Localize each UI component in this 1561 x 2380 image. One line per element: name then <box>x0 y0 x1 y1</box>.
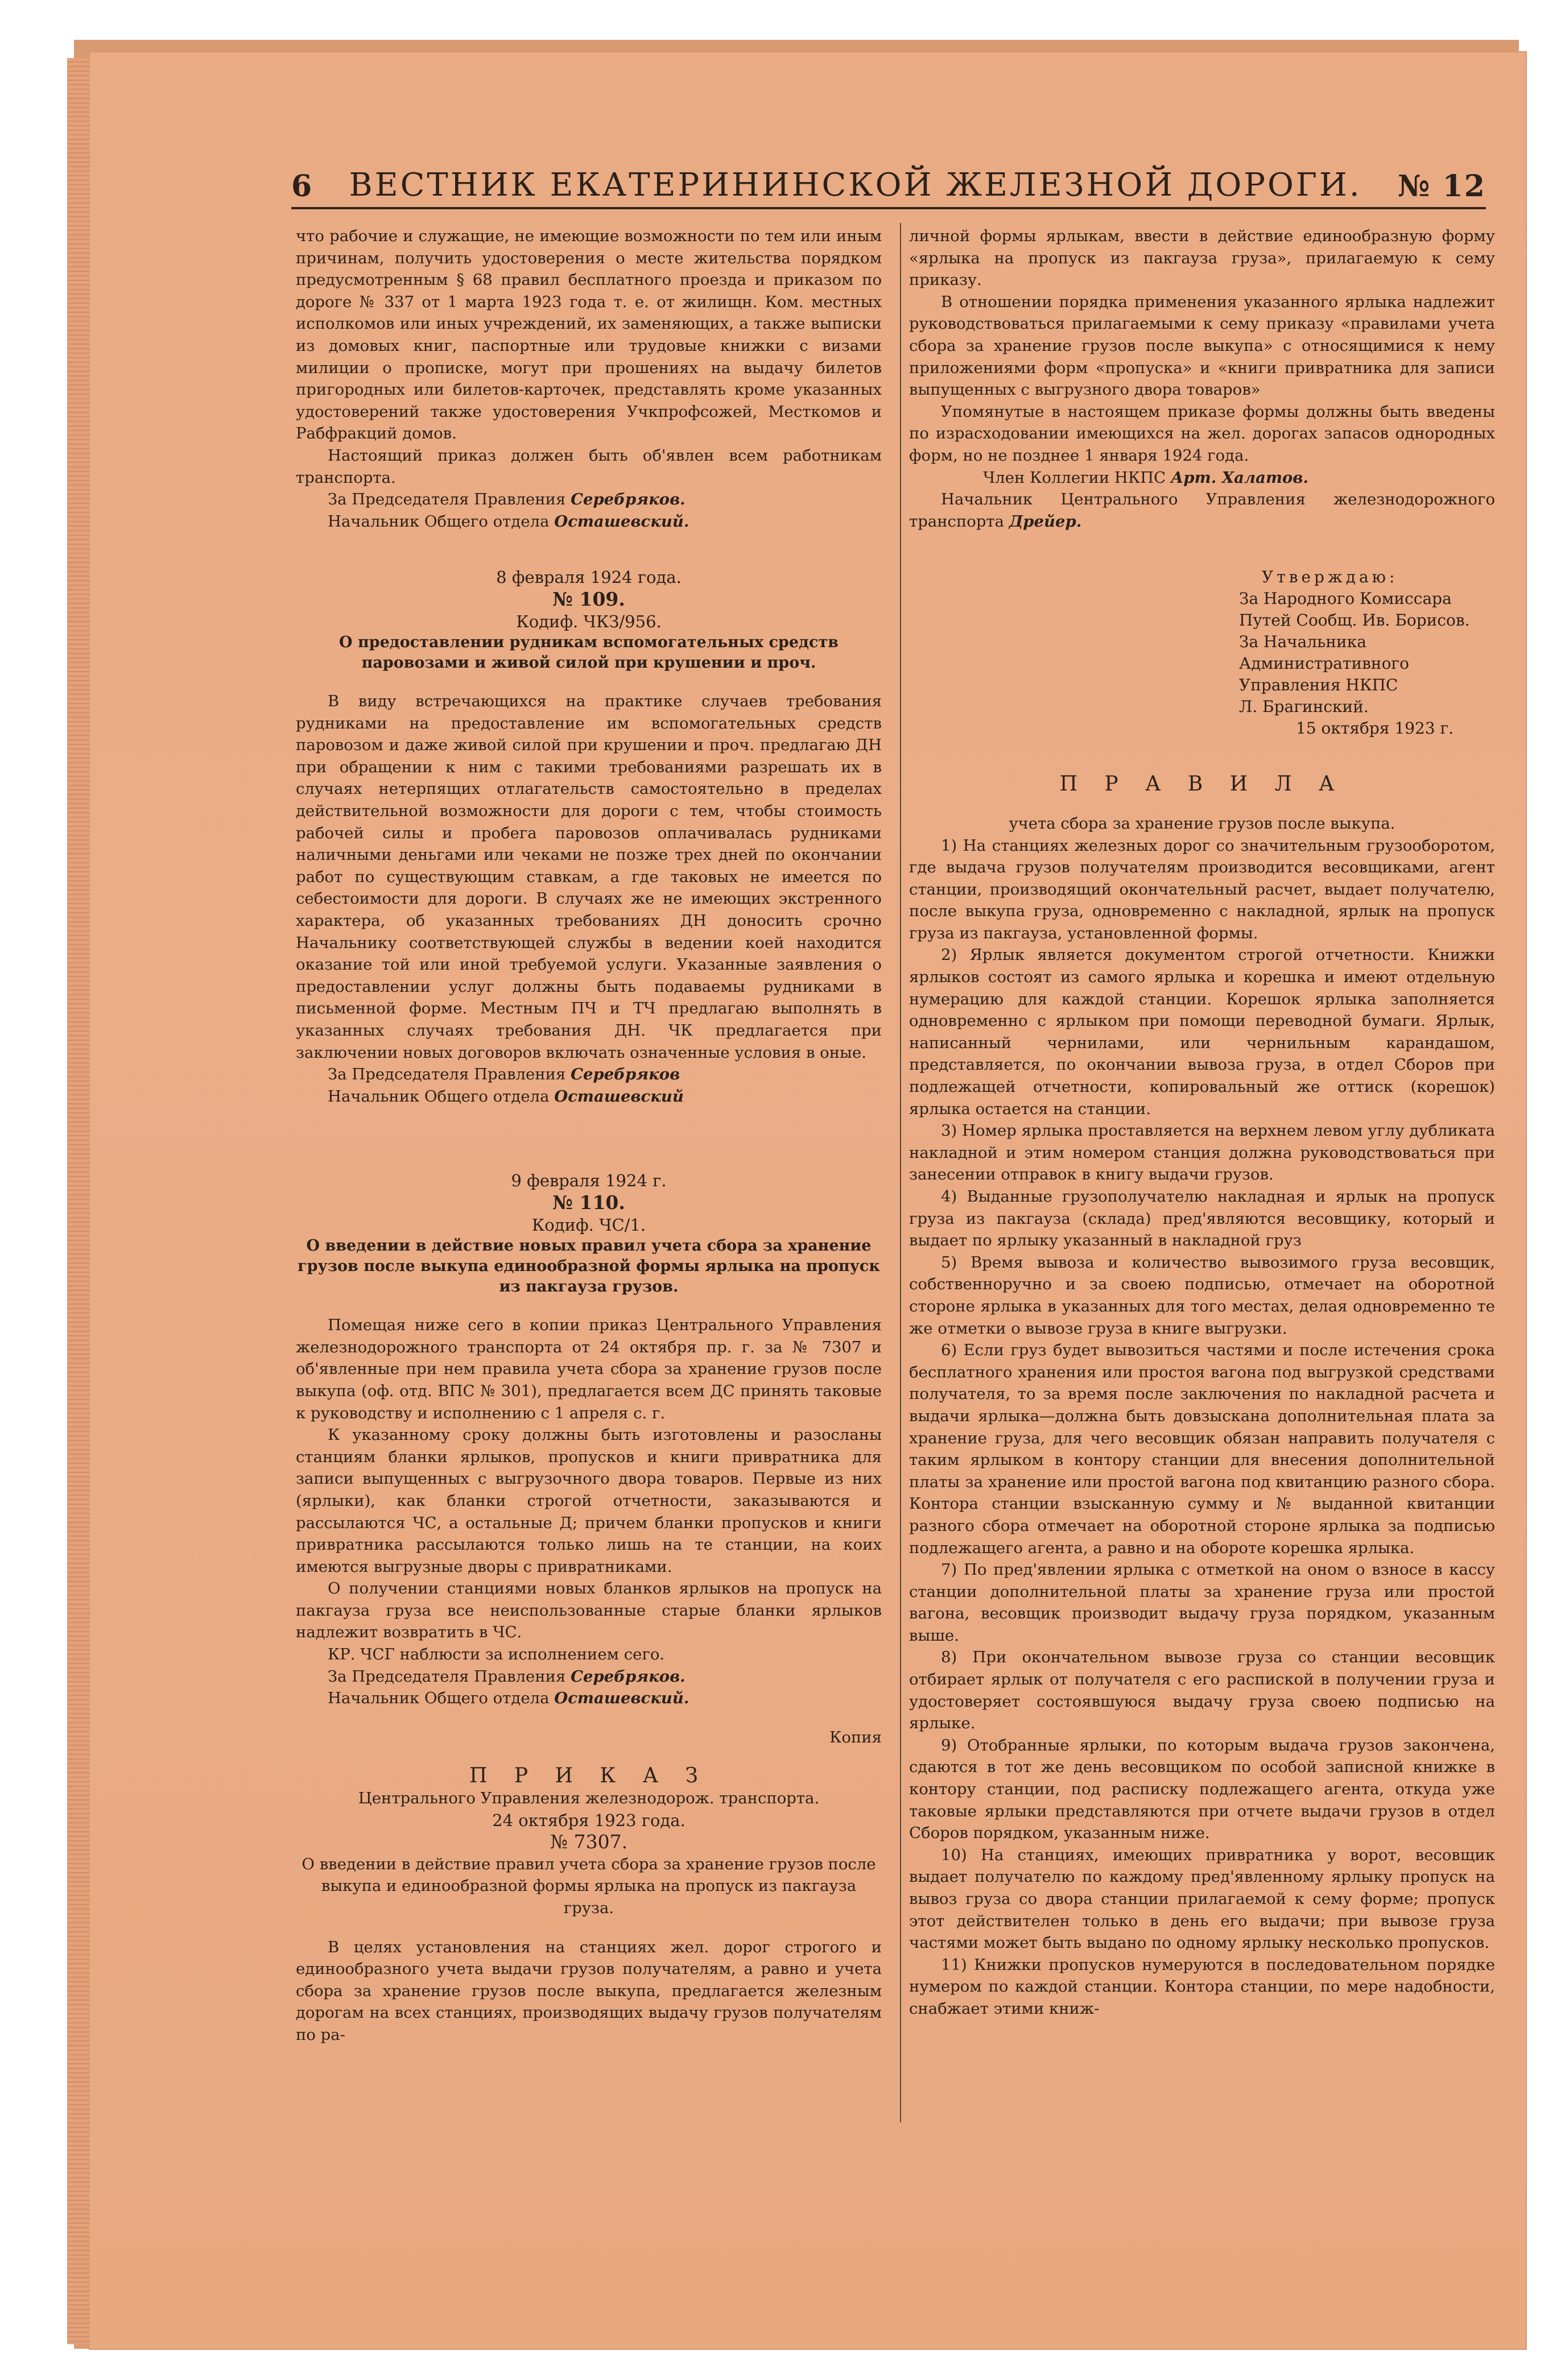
approval-line: За Народного Комиссара <box>1239 589 1452 609</box>
approval-line: За Начальника Административного Управления НКПС <box>1239 632 1409 695</box>
paragraph: О получении станциями новых бланков ярлыков на пропуск на пакгауза груза все неиспользованные старые бланки ярлыков надлежит возвратить в ЧС. <box>296 1579 882 1642</box>
approval-line: Л. Брагинский. <box>1239 697 1369 717</box>
paragraph: К указанному сроку должны быть изготовлены и разосланы станциям бланки ярлыков, пропусков и книги привратника для записи выпущенных с выгрузочного двора товаров. Первые из них (ярлыки), как бланки строгой отчетности, заказываются и рассылаются ЧС, а остальные Д; причем бланки пропусков и книги привратника рассылаются только лишь на те станции, на коих имеются выгрузные дворы с привратниками. <box>296 1426 882 1576</box>
paragraph: Упомянутые в настоящем приказе формы должны быть введены по израсходовании имеющихся на жел. дорогах запасов однородных форм, но не позднее 1 января 1924 года. <box>909 402 1495 465</box>
rule-item: 9) Отобранные ярлыки, по которым выдача грузов закончена, сдаются в тот же день весовщиком по особой записной книжке в контору станции, под расписку подлежащего агента, откуда уже таковые ярлыки представляются при отчете выдачи грузов в отдел Сборов порядком, указанным ниже. <box>909 1736 1495 1843</box>
paragraph: В виду встречающихся на практике случаев требования рудниками на предоставление им вспомогательных средств паровозом и даже живой силой при крушении и проч. предлагаю ДН при обращении к ним с такими требованиями разрешать их в случаях нетерпящих отлагательств самостоятельно в пределах действительной возможности для дороги с тем, чтобы стоимость рабочей силы и пробега паровозов оплачивалась рудниками наличными деньгами или чеками не позже трех дней по окончании работ по существующим ставкам, а где таковых не имеется по себестоимости для дороги. В случаях же не имеющих экстренного характера, об указанных требованиях ДН доносить срочно Начальнику соответствующей службы в ведении коей находится оказание той или иной требуемой услуги. Указанные заявления о предоставлении услуг должны быть подаваемы рудниками в письменной форме. Местным ПЧ и ТЧ предлагаю выполнять в указанных случаях требования ДН. ЧК предлагается при заключении новых договоров включать означенные условия в оные. <box>296 692 882 1062</box>
order-date: 8 февраля 1924 года. <box>496 568 682 587</box>
signature: За Председателя Правления Серебряков. <box>328 490 685 509</box>
approval-block <box>1239 566 1495 739</box>
rule-item: 1) На станциях железных дорог со значительным грузооборотом, где выдача грузов получателям производится весовщиками, агент станции, производящий окончательный расчет, выдает получателю, после выкупа груза, одновременно с накладной, ярлык на пропуск груза из пакгауза, установленной формы. <box>909 836 1495 942</box>
column-divider <box>900 223 901 2122</box>
approval-date: 15 октября 1923 г. <box>1296 719 1454 738</box>
order-number: № 110. <box>552 1191 625 1214</box>
signature: Член Коллегии НКПС Арт. Халатов. <box>983 468 1309 487</box>
page-number: 6 <box>291 169 313 204</box>
rules-subtitle: учета сбора за хранение грузов после выкупа. <box>1009 814 1395 833</box>
left-column <box>296 225 882 2046</box>
rule-item: 8) При окончательном вывозе груза со станции весовщик отбирает ярлык от получателя с его распиской в получении груза и удостоверяет состоявшуюся выдачу груза своею подписью на ярлыке. <box>909 1648 1495 1733</box>
rule-item: 6) Если груз будет вывозиться частями и после истечения срока бесплатного хранения или простоя вагона под выгрузкой средствами получателя, то за время после заключения по накладной расчета и выдачи ярлыка—должна быть довзыскана дополнительная плата за хранение груза, для чего весовщик обязан направить получателя с таким ярлыком в контору станции для внесения дополнительной платы за хранение или простой вагона под квитанцию разного сбора. Контора станции взысканную сумму и № выданной квитанции разного сбора отмечает на оборотной стороне ярлыка за подписью подлежащего агента, а равно и на обороте корешка ярлыка. <box>909 1341 1495 1557</box>
signature: За Председателя Правления Серебряков <box>328 1065 680 1084</box>
rule-item: 3) Номер ярлыка проставляется на верхнем левом углу дубликата накладной и этим номером станция должна руководствоваться при занесении отправок в книгу выдачи грузов. <box>909 1121 1495 1184</box>
approval-title: Утверждаю: <box>1262 568 1398 587</box>
signature: Начальник Общего отдела Осташевский. <box>328 1689 689 1708</box>
rule-item: 11) Книжки пропусков нумеруются в последовательном порядке нумером по каждой станции. Контора станции, по мере надобности, снабжает этими книж- <box>909 1955 1495 2018</box>
newspaper-title: ВЕСТНИК ЕКАТЕРИНИНСКОЙ ЖЕЛЕЗНОЙ ДОРОГИ. <box>349 167 1362 204</box>
issue-number: № 12 <box>1398 169 1486 204</box>
page-header <box>291 162 1486 209</box>
order-number: № 109. <box>552 587 625 610</box>
rules-title: П Р А В И Л А <box>1059 772 1345 796</box>
order-number: № 7307. <box>550 1831 628 1853</box>
signature: Начальник Общего отдела Осташевский <box>328 1087 684 1106</box>
signature: За Председателя Правления Серебряков. <box>328 1667 685 1686</box>
rule-item: 7) По пред'явлении ярлыка с отметкой на оном о взносе в кассу станции дополнительной платы за хранение груза или простой вагона, весовщик производит выдачу груза порядком, указанным выше. <box>909 1561 1495 1645</box>
rule-item: 5) Время вывоза и количество вывозимого груза весовщик, собственноручно и за своею подписью, отмечает на оборотной стороне ярлыка в указанных для того местах, делая одновременно те же отметки о вывозе груза в книге выгрузки. <box>909 1253 1495 1338</box>
order-subject: О введении в действие новых правил учета сбора за хранение грузов после выкупа единообразной формы ярлыка на пропуск из пакгауза грузов. <box>298 1237 880 1296</box>
order-code: Кодиф. ЧС/1. <box>531 1215 646 1235</box>
order-code: Кодиф. ЧКЗ/956. <box>516 611 662 631</box>
paragraph: КР. ЧСГ наблюсти за исполнением сего. <box>328 1645 665 1664</box>
signature: Начальник Общего отдела Осташевский. <box>328 512 689 531</box>
signature: Начальник Центрального Управления железнодорожного транспорта Дрейер. <box>909 490 1495 531</box>
rule-item: 10) На станциях, имеющих привратника у ворот, весовщик выдает получателю по каждому пред'явленному ярлыку пропуск на вывоз груза со двора станции прилагаемой к сему форме; пропуск этот действителен только в день его выдачи; при вывозе груза частями может быть выдано по одному ярлыку несколько пропусков. <box>909 1845 1495 1952</box>
copy-label: Копия <box>829 1728 882 1746</box>
paragraph: Настоящий приказ должен быть об'явлен всем работникам транспорта. <box>296 446 882 487</box>
order-subject: О введении в действие правил учета сбора за хранение грузов после выкупа и единообразной формы ярлыка на пропуск из пакгауза груза. <box>302 1855 876 1917</box>
prikaz-title: П Р И К А З <box>469 1764 708 1788</box>
order-subject: О предоставлении рудникам вспомогательных средств паровозами и живой силой при крушении и проч. <box>339 634 839 672</box>
paragraph: Помещая ниже сего в копии приказ Центрального Управления железнодорожного транспорта от 24 октября пр. г. за № 7307 и об'явленные при нем правила учета сбора за хранение грузов после выкупа (оф. отд. ВПС № 301), предлагается всем ДС принять таковые к руководству и исполнению с 1 апреля с. г. <box>296 1316 882 1422</box>
paragraph: В отношении порядка применения указанного ярлыка надлежит руководствоваться прилагаемыми к сему приказу «правилами учета сбора за хранение грузов после выкупа» с относящимися к нему приложениями форм «пропуска» и «книги привратника для записи выпущенных с выгрузного двора товаров» <box>909 292 1495 399</box>
right-column <box>909 225 1495 2020</box>
paragraph: В целях установления на станциях жел. дорог строгого и единообразного учета выдачи грузов получателям, а равно и учета сбора за хранение грузов после выкупа, предлагается железным дорогам на всех станциях, производящих выдачу грузов получателям по ра- <box>296 1938 882 2044</box>
paragraph: что рабочие и служащие, не имеющие возможности по тем или иным причинам, получить удостоверения о месте жительства порядком предусмотренным § 68 правил бесплатного проезда и приказом по дороге № 337 от 1 марта 1923 года т. е. от жилищн. Ком. местных исполкомов или иных учреждений, их заменяющих, а также выписки из домовых книг, паспортные или трудовые книжки с визами милиции о прописке, могут при прошениях на выдачу билетов пригородных или билетов-карточек, представлять кроме указанных удостоверений также удостоверения Учкпрофсожей, Месткомов и Рабфракций домов. <box>296 227 882 443</box>
rule-item: 4) Выданные грузополучателю накладная и ярлык на пропуск груза из пакгауза (склада) пред'являются весовщику, который и выдает по ярлыку указанный в накладной груз <box>909 1187 1495 1250</box>
rule-item: 2) Ярлык является документом строгой отчетности. Книжки ярлыков состоят из самого ярлыка и корешка и имеют отдельную нумерацию для каждой станции. Корешок ярлыка заполняется одновременно с ярлыком при помощи переводной бумаги. Ярлык, написанный чернилами, или чернильным карандашом, представляется, по окончании вывоза груза, в отдел Сборов при подлежащей отчетности, копировальный же оттиск (корешок) ярлыка остается на станции. <box>909 946 1495 1118</box>
order-date: 9 февраля 1924 г. <box>511 1171 667 1191</box>
paragraph: личной формы ярлыкам, ввести в действие единообразную форму «ярлыка на пропуск из пакгауза груза», прилагаемую к сему приказу. <box>909 227 1495 289</box>
approval-line: Путей Сообщ. Ив. Борисов. <box>1239 611 1470 630</box>
prikaz-organization: Центрального Управления железнодорож. транспорта. <box>358 1789 820 1808</box>
order-date: 24 октября 1923 года. <box>492 1810 685 1830</box>
